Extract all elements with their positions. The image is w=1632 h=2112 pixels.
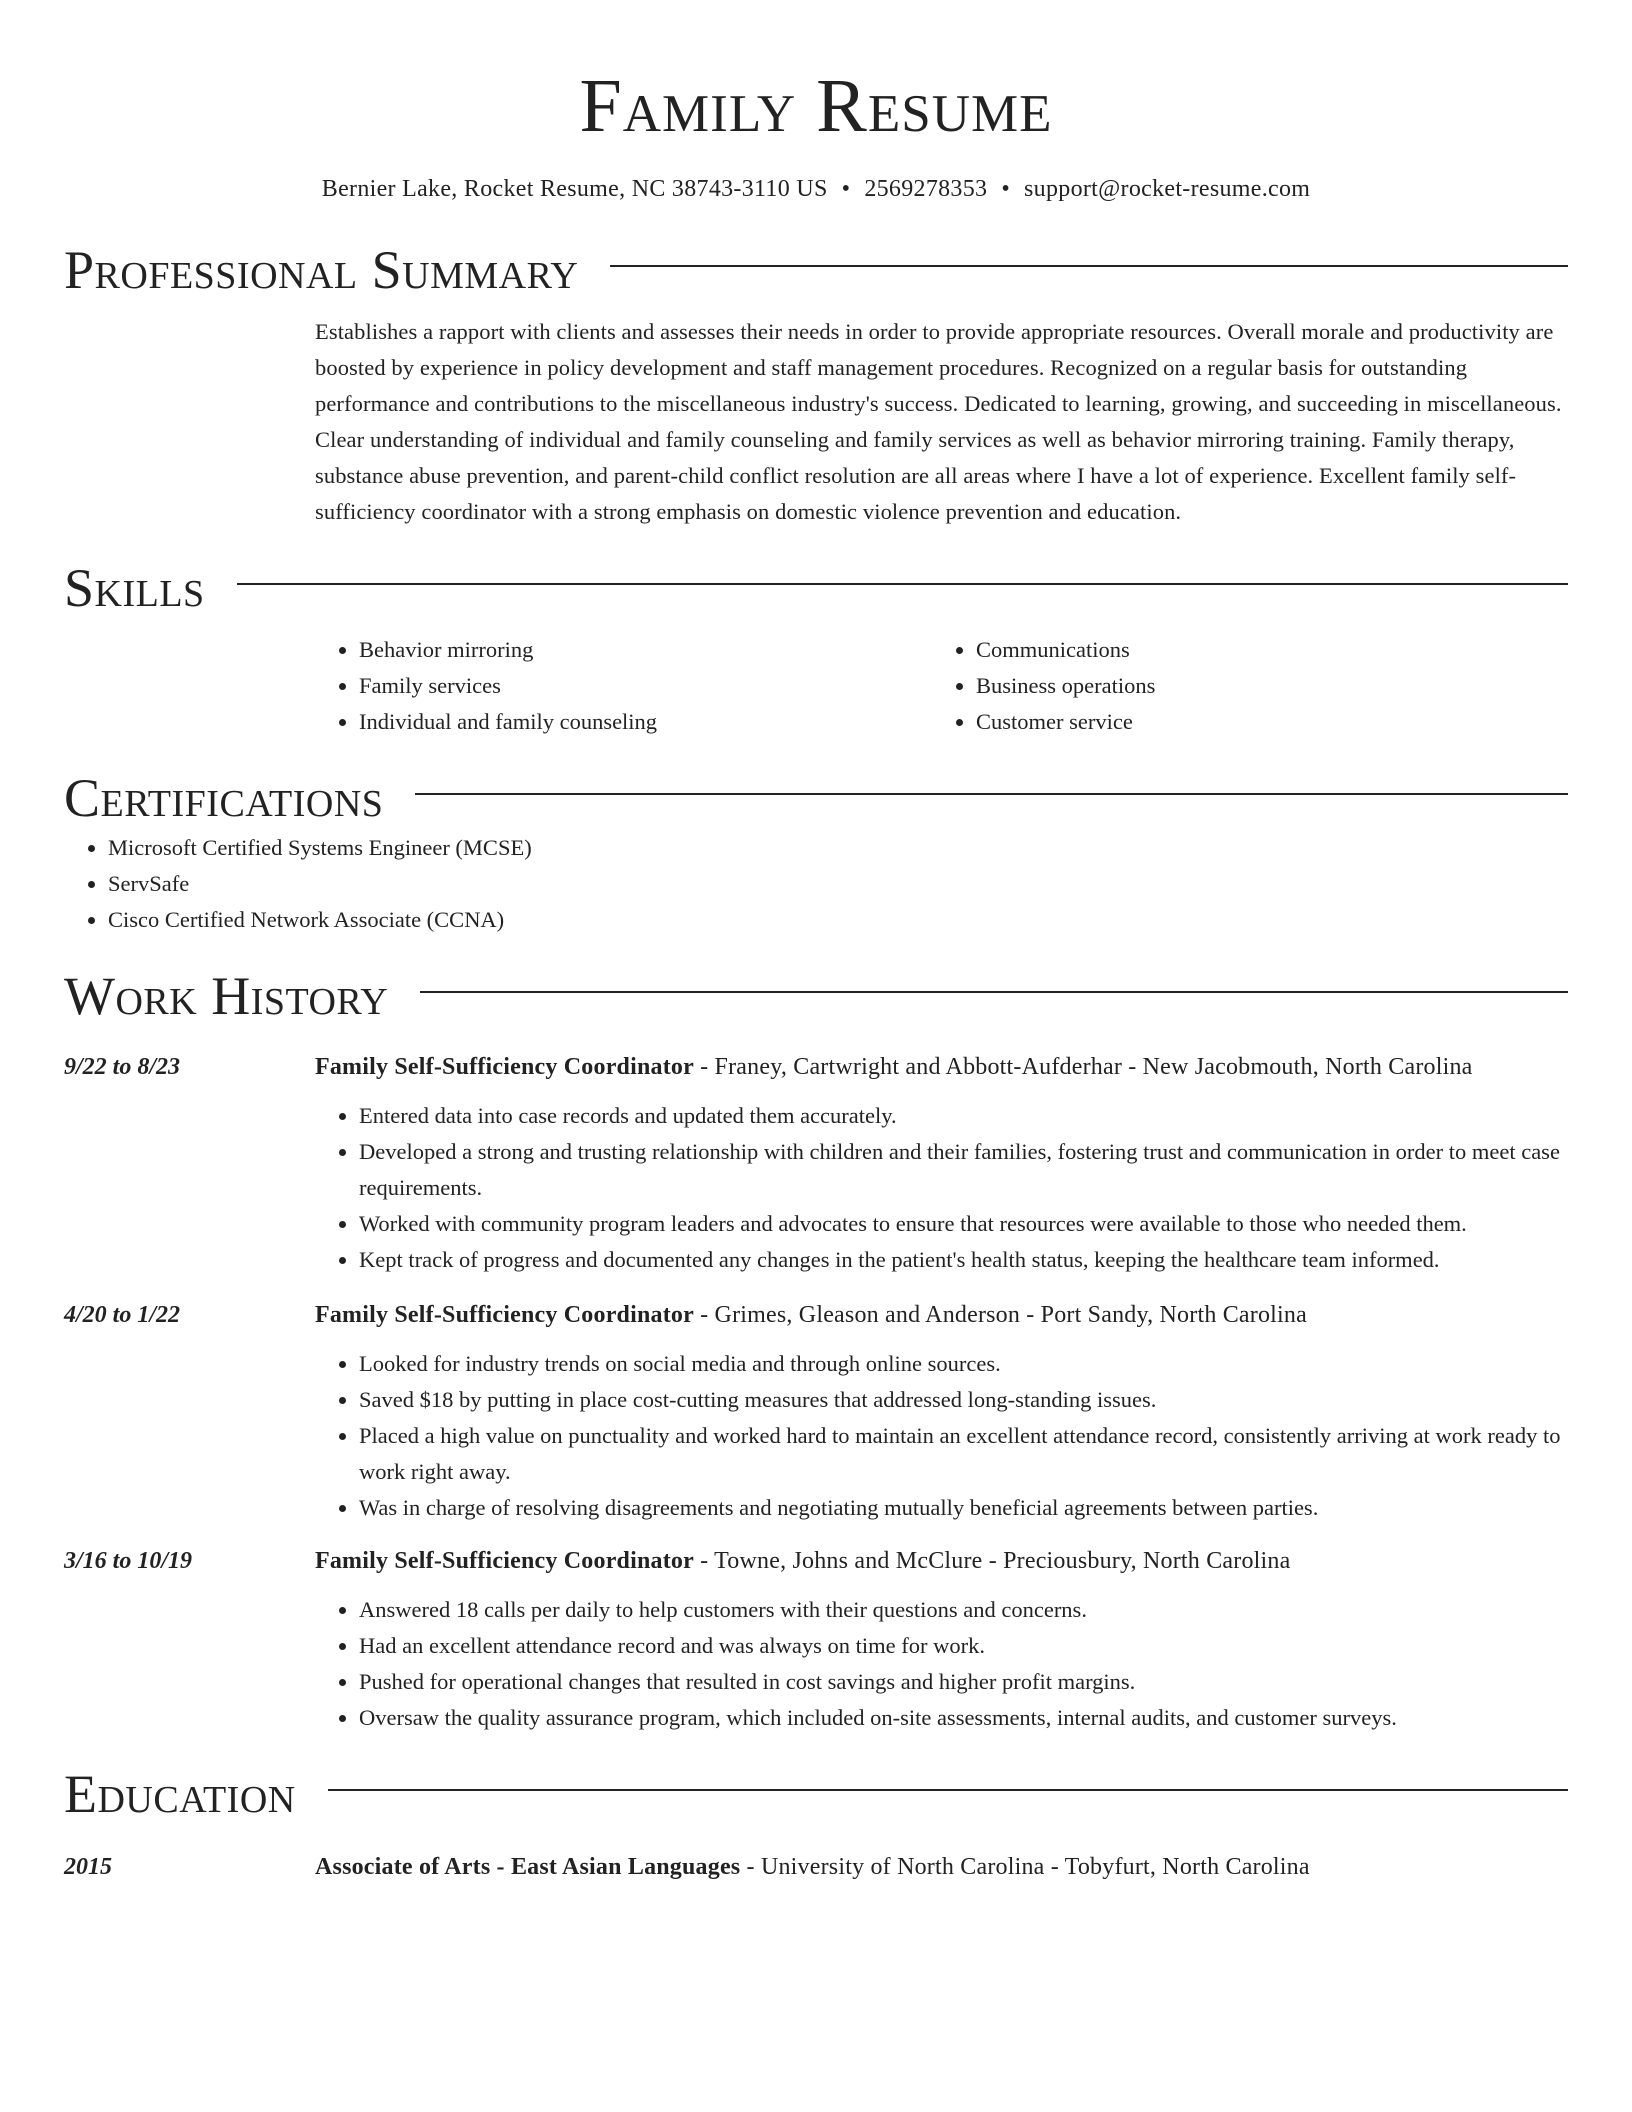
- skill-item: • Business operations: [976, 668, 1568, 704]
- job-header: [315, 1048, 1568, 1086]
- skill-item: • Communications: [976, 632, 1568, 668]
- job-header: [315, 1542, 1568, 1580]
- section-divider: [415, 793, 1568, 795]
- skills-list-right: [932, 632, 1568, 740]
- skills-grid: [315, 632, 1568, 740]
- job-entry: [64, 1542, 1568, 1736]
- education-entry: [64, 1848, 1568, 1886]
- contact-phone: 2569278353: [864, 176, 988, 202]
- job-bullet: • Saved $18 by putting in place cost-cutting measures that addressed long-standing issues.: [359, 1382, 1568, 1418]
- contact-address: Bernier Lake, Rocket Resume, NC 38743-3110 US: [321, 176, 828, 202]
- job-entry: [64, 1296, 1568, 1526]
- education-school: - University of North Carolina - Tobyfurt, North Carolina: [740, 1854, 1310, 1880]
- job-employer: - Franey, Cartwright and Abbott-Aufderhar - New Jacobmouth, North Carolina: [693, 1054, 1473, 1080]
- job-bullet: • Entered data into case records and updated them accurately.: [359, 1098, 1568, 1134]
- job-bullet: • Answered 18 calls per daily to help customers with their questions and concerns.: [359, 1592, 1568, 1628]
- job-title: Family Self-Sufficiency Coordinator: [315, 1302, 694, 1328]
- job-header: [315, 1296, 1568, 1334]
- contact-line: [64, 174, 1568, 204]
- job-dates: 4/20 to 1/22: [64, 1302, 181, 1328]
- education-year: 2015: [64, 1854, 112, 1880]
- certifications-title: Certifications: [64, 768, 384, 828]
- education-title: Education: [64, 1764, 296, 1824]
- job-entry: [64, 1048, 1568, 1278]
- skill-item: • Customer service: [976, 704, 1568, 740]
- certifications-section-header: [64, 766, 1568, 830]
- job-employer: - Towne, Johns and McClure - Preciousbury, North Carolina: [693, 1548, 1291, 1574]
- education-header: [315, 1848, 1310, 1886]
- skill-item: • Individual and family counseling: [359, 704, 932, 740]
- job-bullets: [315, 1346, 1568, 1526]
- job-bullet: • Was in charge of resolving disagreements and negotiating mutually beneficial agreements between parties.: [359, 1490, 1568, 1526]
- skills-title: Skills: [64, 558, 205, 618]
- job-title: Family Self-Sufficiency Coordinator: [315, 1548, 694, 1574]
- work-title: Work History: [64, 966, 389, 1026]
- skill-item: • Family services: [359, 668, 932, 704]
- resume-name: Family Resume: [579, 64, 1053, 148]
- section-divider: [237, 583, 1568, 585]
- resume-page: [64, 0, 1568, 1886]
- job-bullet: • Developed a strong and trusting relationship with children and their families, fostering trust and communication in order to meet case requirements.: [359, 1134, 1568, 1206]
- summary-section-header: [64, 238, 1568, 302]
- summary-text: Establishes a rapport with clients and assesses their needs in order to provide appropriate resources. Overall morale and productivity are boosted by experience in policy development and staff management procedures. Recognized on a regular basis for outstanding performance and contributions to the miscellaneous industry's success. Dedicated to learning, growing, and succeeding in miscellaneous. Clear understanding of individual and family counseling and family services as well as behavior mirroring training. Family therapy, substance abuse prevention, and parent-child conflict resolution are all areas where I have a lot of experience. Excellent family self-sufficiency coordinator with a strong emphasis on domestic violence prevention and education.: [315, 319, 1562, 524]
- certification-item: • Microsoft Certified Systems Engineer (MCSE): [108, 830, 1568, 866]
- job-bullets: [315, 1098, 1568, 1278]
- skills-section-header: [64, 556, 1568, 620]
- certifications-list: [64, 830, 1568, 938]
- skill-item: • Behavior mirroring: [359, 632, 932, 668]
- job-body: [315, 1296, 1568, 1526]
- job-bullet: • Worked with community program leaders and advocates to ensure that resources were available to those who needed them.: [359, 1206, 1568, 1242]
- job-title: Family Self-Sufficiency Coordinator: [315, 1054, 694, 1080]
- section-divider: [420, 991, 1568, 993]
- section-divider: [610, 265, 1568, 267]
- education-degree: Associate of Arts - East Asian Languages: [315, 1854, 741, 1880]
- job-bullets: [315, 1592, 1568, 1736]
- job-dates: 9/22 to 8/23: [64, 1054, 181, 1080]
- section-divider: [328, 1789, 1568, 1791]
- job-bullet: • Had an excellent attendance record and was always on time for work.: [359, 1628, 1568, 1664]
- certification-item: • Cisco Certified Network Associate (CCNA): [108, 902, 1568, 938]
- job-body: [315, 1542, 1568, 1736]
- job-body: [315, 1048, 1568, 1278]
- job-bullet: • Oversaw the quality assurance program, which included on-site assessments, internal audits, and customer surveys.: [359, 1700, 1568, 1736]
- job-bullet: • Looked for industry trends on social media and through online sources.: [359, 1346, 1568, 1382]
- education-section-header: [64, 1762, 1568, 1826]
- job-employer: - Grimes, Gleason and Anderson - Port Sandy, North Carolina: [693, 1302, 1307, 1328]
- job-dates: 3/16 to 10/19: [64, 1548, 193, 1574]
- contact-email: support@rocket-resume.com: [1024, 176, 1311, 202]
- summary-title: Professional Summary: [64, 240, 579, 300]
- job-bullet: • Kept track of progress and documented any changes in the patient's health status, keeping the healthcare team informed.: [359, 1242, 1568, 1278]
- work-section-header: [64, 964, 1568, 1028]
- skills-list-left: [315, 632, 932, 740]
- job-bullet: • Pushed for operational changes that resulted in cost savings and higher profit margins.: [359, 1664, 1568, 1700]
- contact-separator: •: [1001, 176, 1011, 202]
- contact-separator: •: [841, 176, 851, 202]
- job-bullet: • Placed a high value on punctuality and worked hard to maintain an excellent attendance record, consistently arriving at work ready to work right away.: [359, 1418, 1568, 1490]
- certification-item: • ServSafe: [108, 866, 1568, 902]
